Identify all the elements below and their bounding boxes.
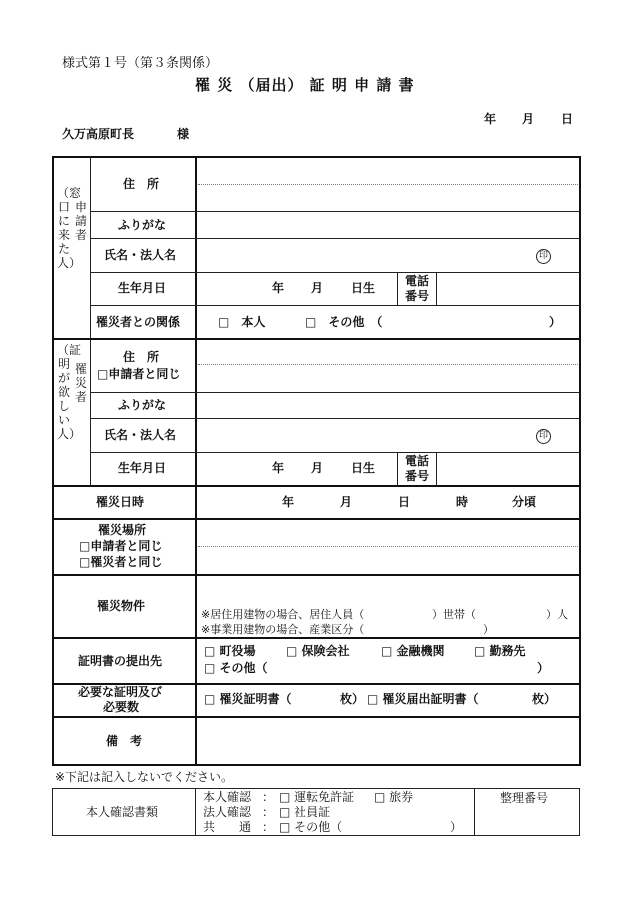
place-same-applicant-checkbox[interactable]: □申請者と同じ bbox=[79, 539, 163, 553]
victim-address-label: 住 所 bbox=[123, 350, 160, 364]
row3-sep: ： bbox=[262, 820, 275, 834]
relation-close-paren: ） bbox=[549, 315, 562, 329]
applicant-name-label: 氏名・法人名 bbox=[104, 248, 177, 262]
row1-label: 本人確認 bbox=[203, 790, 252, 804]
victim-furigana-label: ふりがな bbox=[118, 398, 167, 412]
dt-year: 年 bbox=[282, 495, 295, 509]
victim-section-note: （証明が欲しい人） bbox=[57, 343, 82, 441]
victim-birth-day: 日生 bbox=[351, 461, 376, 475]
honorific: 様 bbox=[177, 127, 190, 141]
id-passport-checkbox[interactable]: □ 旅券 bbox=[374, 790, 414, 804]
id-other-close: ） bbox=[450, 820, 463, 834]
disaster-datetime-label: 罹災日時 bbox=[96, 495, 145, 509]
cert-b-checkbox[interactable]: □ 罹災届出証明書（ bbox=[367, 692, 479, 706]
property-label: 罹災物件 bbox=[97, 599, 146, 613]
applicant-section-label: 申請者 bbox=[74, 200, 87, 242]
row2-label: 法人確認 bbox=[203, 805, 252, 819]
date-day: 日 bbox=[561, 112, 574, 126]
office-use-note: ※下記は記入しないでください。 bbox=[55, 770, 234, 784]
cert-b-unit: 枚） bbox=[532, 692, 557, 706]
id-other-checkbox[interactable]: □ その他（ bbox=[279, 820, 343, 834]
submission-work-checkbox[interactable]: □ 勤務先 bbox=[474, 644, 526, 658]
applicant-birth-month: 月 bbox=[311, 281, 324, 295]
remarks-field[interactable] bbox=[198, 718, 578, 764]
submission-other-checkbox[interactable]: □ その他（ bbox=[204, 661, 268, 675]
relation-other-checkbox[interactable]: □ その他 （ bbox=[305, 315, 383, 329]
applicant-section-note: （窓口に来た人） bbox=[57, 186, 82, 270]
disaster-place-label: 罹災場所 bbox=[98, 523, 147, 537]
required-label-2: 必要数 bbox=[103, 700, 140, 714]
relation-label: 罹災者との関係 bbox=[96, 315, 181, 329]
applicant-furigana-label: ふりがな bbox=[118, 218, 167, 232]
submission-town-checkbox[interactable]: □ 町役場 bbox=[204, 644, 256, 658]
place-same-victim-checkbox[interactable]: □罹災者と同じ bbox=[79, 555, 163, 569]
applicant-birth-year: 年 bbox=[272, 281, 285, 295]
victim-name-label: 氏名・法人名 bbox=[104, 428, 177, 442]
disaster-place-field[interactable] bbox=[198, 520, 578, 573]
id-employee-checkbox[interactable]: □ 社員証 bbox=[279, 805, 331, 819]
victim-birth-month: 月 bbox=[311, 461, 324, 475]
row1-sep: ： bbox=[262, 790, 275, 804]
dt-month: 月 bbox=[340, 495, 353, 509]
row2-sep: ： bbox=[262, 805, 275, 819]
dt-hour: 時 bbox=[456, 495, 469, 509]
victim-phone-field[interactable] bbox=[437, 453, 579, 485]
cert-a-unit: 枚） bbox=[340, 692, 365, 706]
victim-phone-label-1: 電話 bbox=[405, 454, 430, 468]
victim-name-field[interactable] bbox=[198, 419, 528, 451]
applicant-phone-label-1: 電話 bbox=[405, 274, 430, 288]
relation-self-checkbox[interactable]: □ 本人 bbox=[218, 315, 266, 329]
submission-bank-checkbox[interactable]: □ 金融機関 bbox=[381, 644, 445, 658]
victim-same-as-applicant-checkbox[interactable]: □申請者と同じ bbox=[97, 367, 181, 381]
applicant-name-field[interactable] bbox=[198, 239, 528, 271]
row3-label: 共 通 bbox=[203, 820, 252, 834]
applicant-seal-icon: 印 bbox=[536, 249, 551, 264]
property-note-1b: ）世帯（ bbox=[432, 608, 476, 621]
dt-day: 日 bbox=[398, 495, 411, 509]
applicant-furigana-field[interactable] bbox=[198, 212, 578, 237]
applicant-birth-label: 生年月日 bbox=[118, 281, 167, 295]
submission-other-close: ） bbox=[537, 661, 550, 675]
date-month: 月 bbox=[522, 112, 535, 126]
dt-minute: 分頃 bbox=[512, 495, 537, 509]
property-note-2a: ※事業用建物の場合、産業区分（ bbox=[201, 623, 365, 636]
victim-birth-year: 年 bbox=[272, 461, 285, 475]
property-note-2b: ） bbox=[483, 623, 494, 636]
property-note-1c: ）人 bbox=[546, 608, 568, 621]
victim-address-field[interactable] bbox=[198, 340, 578, 391]
applicant-phone-label-2: 番号 bbox=[405, 289, 430, 303]
submission-label: 証明書の提出先 bbox=[78, 654, 163, 668]
submission-insurance-checkbox[interactable]: □ 保険会社 bbox=[286, 644, 350, 658]
form-number: 様式第１号（第３条関係） bbox=[62, 56, 219, 71]
remarks-label: 備 考 bbox=[106, 734, 143, 748]
id-docs-label: 本人確認書類 bbox=[86, 805, 159, 819]
addressee: 久万高原町長 bbox=[62, 127, 135, 141]
ref-number-label: 整理番号 bbox=[500, 791, 549, 805]
victim-phone-label-2: 番号 bbox=[405, 469, 430, 483]
required-label-1: 必要な証明及び bbox=[78, 685, 163, 699]
victim-birth-label: 生年月日 bbox=[118, 461, 167, 475]
applicant-birth-day: 日生 bbox=[351, 281, 376, 295]
date-year: 年 bbox=[484, 112, 497, 126]
applicant-address-field[interactable] bbox=[198, 158, 578, 210]
applicant-address-label: 住 所 bbox=[123, 177, 160, 191]
property-note-1a: ※居住用建物の場合、居住人員（ bbox=[201, 608, 365, 621]
cert-a-checkbox[interactable]: □ 罹災証明書（ bbox=[204, 692, 292, 706]
id-license-checkbox[interactable]: □ 運転免許証 bbox=[279, 790, 355, 804]
applicant-phone-field[interactable] bbox=[437, 273, 579, 305]
page-title: 罹 災 （届出） 証 明 申 請 書 bbox=[195, 76, 415, 94]
victim-section-label: 罹災者 bbox=[74, 362, 87, 404]
victim-seal-icon: 印 bbox=[536, 429, 551, 444]
victim-furigana-field[interactable] bbox=[198, 393, 578, 417]
